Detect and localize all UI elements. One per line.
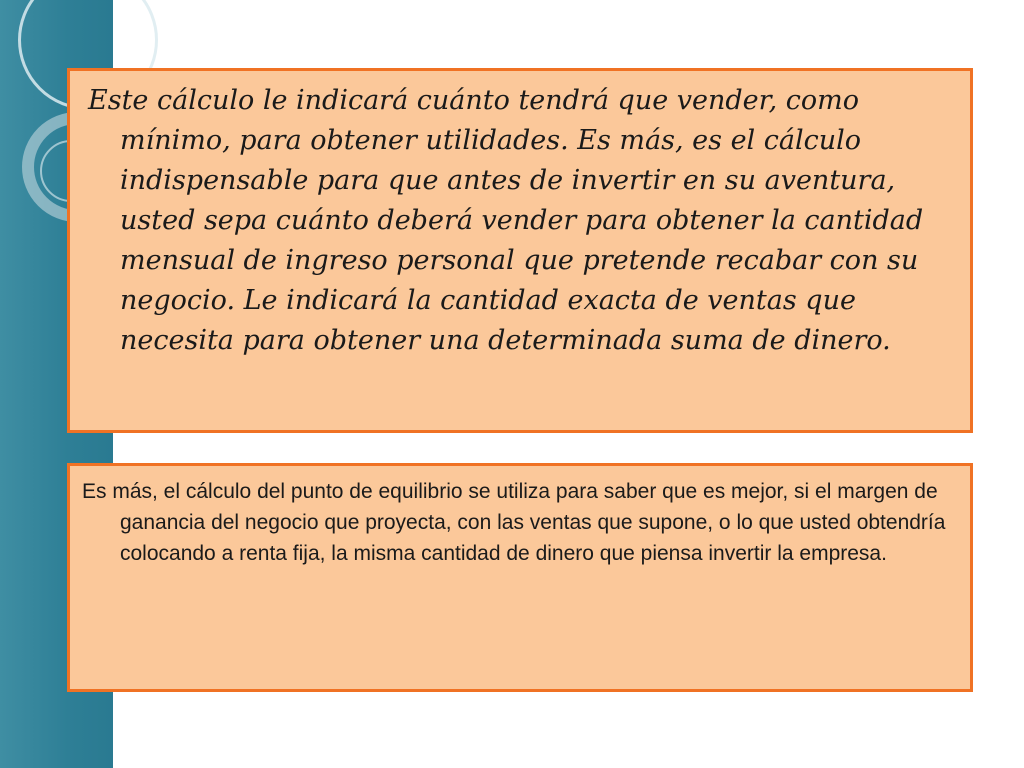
bottom-paragraph: Es más, el cálculo del punto de equilibrio se utiliza para saber que es mejor, si el margen de ganancia del negocio que proyecta, con las ventas que supone, o lo que usted obtendría colocando a renta fija, la misma cantidad de dinero que piensa invertir la empresa. [82,480,946,565]
bottom-text-box [67,463,973,692]
top-paragraph: Este cálculo le indicará cuánto tendrá que vender, como mínimo, para obtener utilidades. Es más, es el cálculo indispensable para que antes de invertir en su aventura, usted sepa cuánto deberá vender para obtener la cantidad mensual de ingreso personal que pretende recabar con su negocio. Le indicará la cantidad exacta de ventas que necesita para obtener una determinada suma de dinero. [88,85,924,356]
top-text-box [67,68,973,433]
